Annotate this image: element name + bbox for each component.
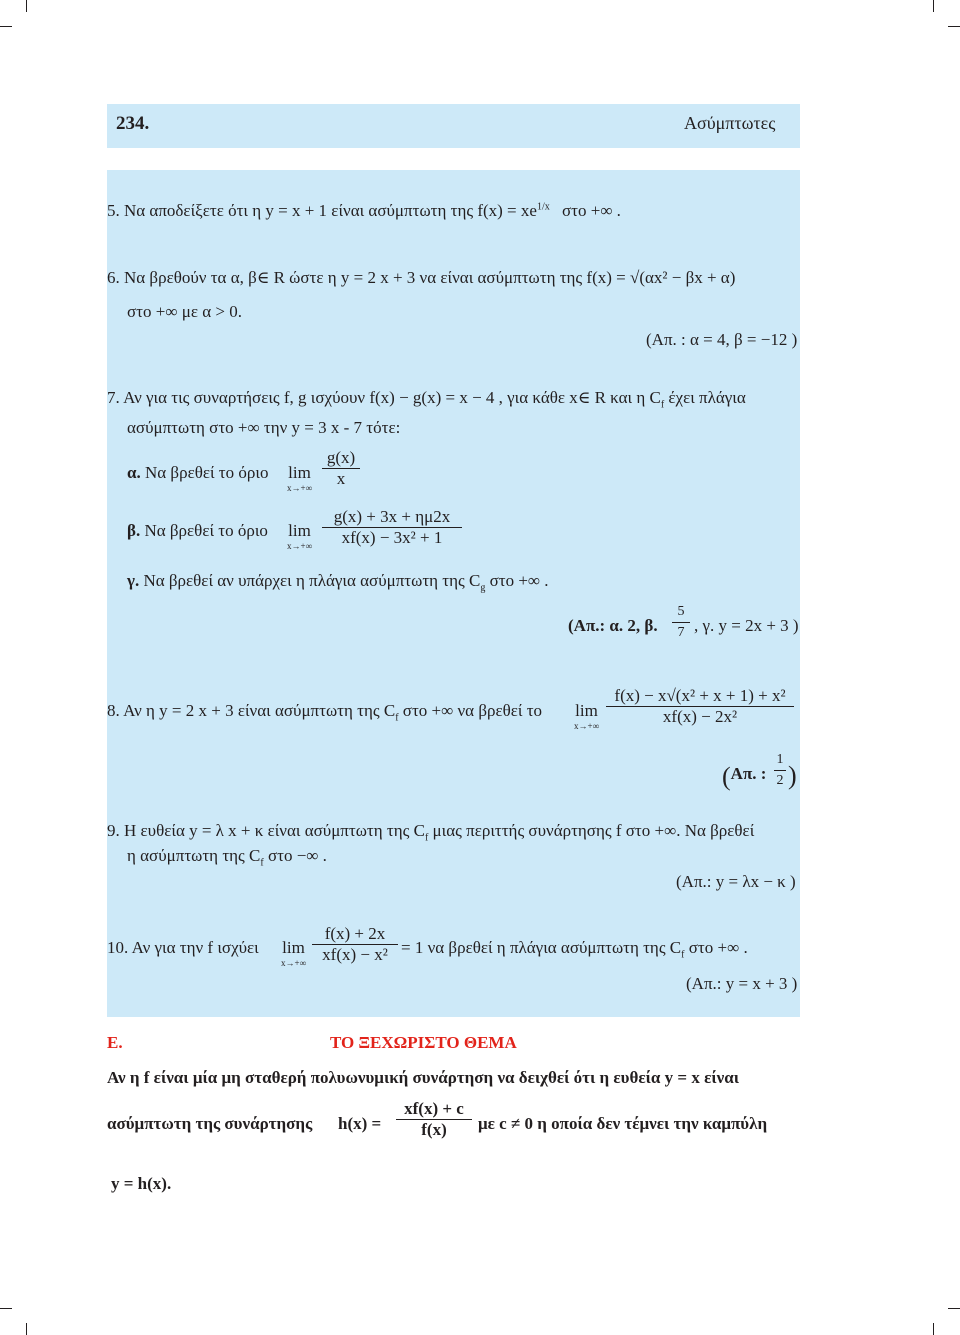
crop-mark	[948, 26, 960, 27]
item-label: β.	[127, 521, 141, 540]
special-line2-tail: με c ≠ 0 η οποία δεν τέμνει την καμπύλη	[478, 1114, 768, 1133]
lim-operator: lim x→+∞	[287, 521, 312, 551]
crop-mark	[26, 0, 27, 12]
exercise-tail: στο +∞ να βρεθεί το	[402, 701, 543, 720]
item-text: Να βρεθεί αν υπάρχει η πλάγια ασύμπτωτη της C	[143, 571, 481, 590]
exercise-tail: μιας περιττής συνάρτησης f στο +∞. Να βρεθεί	[432, 821, 755, 840]
exercise-7c	[127, 571, 549, 594]
fraction-special: xf(x) + c f(x)	[396, 1099, 472, 1140]
exercise-7-answer: (Απ.: α. 2, β.	[568, 616, 658, 635]
page-number: 234.	[116, 113, 150, 134]
fraction-7b: g(x) + 3x + ημ2x xf(x) − 3x² + 1	[322, 507, 462, 548]
exercise-7a	[127, 463, 268, 483]
exercise-7	[107, 388, 746, 411]
chapter-title: Ασύμπτωτες	[684, 113, 776, 133]
exponent: 1/x	[536, 201, 550, 213]
exercise-tail: στο +∞ .	[561, 201, 621, 220]
item-label: γ.	[127, 571, 140, 590]
exercise-label: 6.	[107, 268, 120, 287]
answer-fraction: 1 2	[774, 750, 786, 791]
special-title: ΤΟ ΞΕΧΩΡΙΣΤΟ ΘΕΜΑ	[330, 1033, 517, 1052]
exercise-7-line2: ασύμπτωτη στο +∞ την y = 3 x - 7 τότε:	[127, 418, 401, 437]
subscript: f	[395, 712, 399, 724]
exercise-8	[107, 701, 543, 724]
fraction-8: f(x) − x√(x² + x + 1) + x² xf(x) − 2x²	[606, 686, 794, 727]
special-letter: Ε.	[107, 1033, 123, 1052]
item-tail: στο +∞ .	[489, 571, 549, 590]
exercise-6-line2: στο +∞ με α > 0.	[127, 302, 242, 321]
exercise-5	[107, 201, 621, 221]
formula: f(x) = xe	[477, 201, 537, 220]
exercise-7-answer-tail: , γ. y = 2x + 3 )	[694, 616, 799, 635]
lim-operator: lim x→+∞	[281, 938, 306, 968]
item-label: α.	[127, 463, 141, 482]
exercise-7b	[127, 521, 268, 541]
exercise-label: 8.	[107, 701, 120, 720]
item-text: Να βρεθεί το όριο	[144, 521, 268, 540]
exercise-tail: έχει πλάγια	[668, 388, 746, 407]
exercise-8-answer: (Απ. :	[722, 762, 767, 791]
lim-operator: lim x→+∞	[574, 701, 599, 731]
formula: f(x) = √(αx² − βx + α)	[586, 268, 736, 287]
exercise-10-answer: (Απ.: y = x + 3 )	[686, 974, 798, 993]
subscript: g	[480, 582, 486, 594]
answer-fraction: 5 7	[672, 602, 690, 643]
exercise-text: Αν για την f ισχύει	[131, 938, 259, 957]
subscript: f	[660, 399, 665, 411]
item-text: Να βρεθεί το όριο	[145, 463, 269, 482]
subscript: f	[424, 832, 429, 844]
exercise-6	[107, 268, 735, 288]
special-line3: y = h(x).	[111, 1174, 172, 1193]
special-line2: ασύμπτωτη της συνάρτησης	[107, 1114, 313, 1133]
exercise-9-line2: η ασύμπτωτη της $C_f$ στο −∞ .	[127, 846, 327, 869]
exercise-text: Αν η y = 2 x + 3 είναι ασύμπτωτη της C	[123, 701, 396, 720]
exercise-label: 9.	[107, 821, 120, 840]
answer-paren: )	[788, 761, 797, 790]
crop-mark	[26, 1323, 27, 1335]
crop-mark	[948, 1308, 960, 1309]
crop-mark	[933, 1323, 934, 1335]
crop-mark	[0, 1308, 12, 1309]
crop-mark	[933, 0, 934, 12]
exercise-label: 10.	[107, 938, 129, 957]
exercise-10-tail: = 1 να βρεθεί η πλάγια ασύμπτωτη της $C_f$ στο +∞ .	[401, 938, 748, 961]
exercise-9-answer: (Απ.: y = λx − κ )	[676, 872, 796, 891]
lim-operator: lim x→+∞	[287, 463, 312, 493]
exercise-text: Να βρεθούν τα α, β∈ R ώστε η y = 2 x + 3 να είναι ασύμπτωτη της	[124, 268, 583, 287]
exercise-10	[107, 938, 259, 958]
fraction-10: f(x) + 2x xf(x) − x²	[312, 924, 398, 965]
exercise-label: 5.	[107, 201, 120, 220]
exercise-text: Η ευθεία y = λ x + κ είναι ασύμπτωτη της C	[124, 821, 425, 840]
fraction-7a: g(x) x	[322, 448, 360, 489]
special-line1: Αν η f είναι μία μη σταθερή πολυωνυμική συνάρτηση να δειχθεί ότι η ευθεία y = x είναι	[107, 1068, 739, 1087]
exercise-label: 7.	[107, 388, 120, 407]
exercise-text: Να αποδείξετε ότι η y = x + 1 είναι ασύμπτωτη της	[124, 201, 474, 220]
exercise-6-answer: (Απ. : α = 4, β = −12 )	[646, 330, 798, 349]
exercise-text: Αν για τις συναρτήσεις f, g ισχύουν f(x) − g(x) = x − 4 , για κάθε x∈ R και η C	[123, 388, 661, 407]
exercise-9	[107, 821, 755, 844]
special-h: h(x) =	[338, 1114, 382, 1133]
crop-mark	[0, 26, 12, 27]
